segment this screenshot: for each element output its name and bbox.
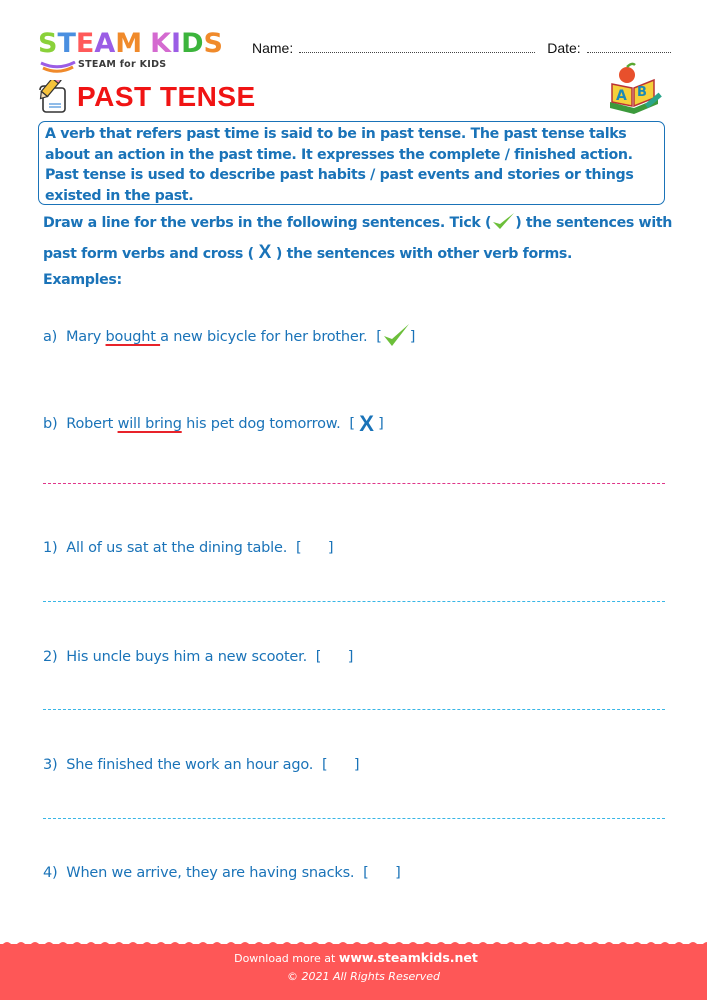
example-a xyxy=(43,322,415,352)
logo-letter: D xyxy=(181,28,204,59)
logo-letter: I xyxy=(171,28,182,59)
abc-letter-a: A xyxy=(616,88,627,104)
question-number: 4) xyxy=(43,865,58,881)
question-4[interactable] xyxy=(43,865,401,881)
answer-line xyxy=(43,601,665,602)
question-number: 2) xyxy=(43,649,58,665)
name-field[interactable] xyxy=(299,43,535,53)
name-label: Name: xyxy=(252,40,294,56)
question-text: She finished the work an hour ago. [ ] xyxy=(57,757,360,773)
example-label: b) xyxy=(43,416,67,432)
logo-letter: E xyxy=(75,28,95,59)
logo-letter: A xyxy=(94,28,116,59)
pencil-paper-icon xyxy=(37,80,69,114)
instructions-part3: ) the sentences with other verb forms. xyxy=(275,246,573,262)
question-number: 1) xyxy=(43,540,58,556)
answer-line xyxy=(43,709,665,710)
footer-text xyxy=(0,950,707,983)
check-mark-icon xyxy=(382,322,410,352)
definition-box xyxy=(38,121,665,205)
logo-letter: S xyxy=(38,28,58,59)
logo-letter: M xyxy=(115,28,143,59)
page-title: PAST TENSE xyxy=(77,81,256,112)
abc-letter-b: B xyxy=(637,85,647,100)
question-number: 3) xyxy=(43,757,58,773)
examples-label: Examples: xyxy=(43,272,122,288)
question-1[interactable] xyxy=(43,540,333,556)
cross-mark-icon: X xyxy=(359,411,374,436)
logo-letter: T xyxy=(57,28,76,59)
underlined-verb: bought xyxy=(105,329,161,345)
instructions xyxy=(43,210,673,293)
section-divider xyxy=(43,483,665,484)
example-text-after: his pet dog tomorrow. [ xyxy=(181,416,360,432)
question-3[interactable] xyxy=(43,757,359,773)
instructions-part2: ) the sentences with past form verbs and cross ( xyxy=(43,215,673,262)
logo-swoosh-icon xyxy=(40,61,76,75)
logo-letter: K xyxy=(150,28,172,59)
bracket-close: ] xyxy=(373,416,384,432)
logo-wordmark xyxy=(38,30,238,58)
bracket-close: ] xyxy=(409,329,416,345)
question-text: All of us sat at the dining table. [ ] xyxy=(57,540,334,556)
date-label: Date: xyxy=(547,40,581,56)
example-text-after: a new bicycle for her brother. [ xyxy=(160,329,382,345)
download-prefix: Download more at xyxy=(234,952,339,965)
steam-kids-logo xyxy=(38,30,238,75)
underlined-verb: will bring xyxy=(117,416,182,432)
instructions-part1: Draw a line for the verbs in the following sentences. Tick ( xyxy=(43,215,492,231)
logo-letter: S xyxy=(203,28,223,59)
logo-tagline: STEAM for KIDS xyxy=(78,59,167,70)
copyright: © 2021 All Rights Reserved xyxy=(286,970,440,983)
footer-download-line xyxy=(0,950,707,965)
title-row xyxy=(37,80,256,114)
definition-text: A verb that refers past time is said to be in past tense. The past tense talks about an action in the past time. It expresses the complete / finished action. Past tense is used to describe past habits / past events and stories or things existed in the past. xyxy=(45,126,634,204)
question-text: His uncle buys him a new scooter. [ ] xyxy=(57,649,354,665)
answer-line xyxy=(43,818,665,819)
example-b xyxy=(43,411,384,437)
example-text-before: Robert xyxy=(66,416,118,432)
cross-mark-icon: X xyxy=(253,242,276,263)
question-text: When we arrive, they are having snacks. [ ] xyxy=(57,865,401,881)
date-field[interactable] xyxy=(587,43,671,53)
website-link[interactable]: www.steamkids.net xyxy=(338,950,478,965)
name-date-bar xyxy=(252,40,671,56)
question-2[interactable] xyxy=(43,649,353,665)
example-text-before: Mary xyxy=(65,329,106,345)
check-mark-icon xyxy=(491,211,515,240)
abc-book-icon xyxy=(606,62,662,116)
example-label: a) xyxy=(43,329,66,345)
